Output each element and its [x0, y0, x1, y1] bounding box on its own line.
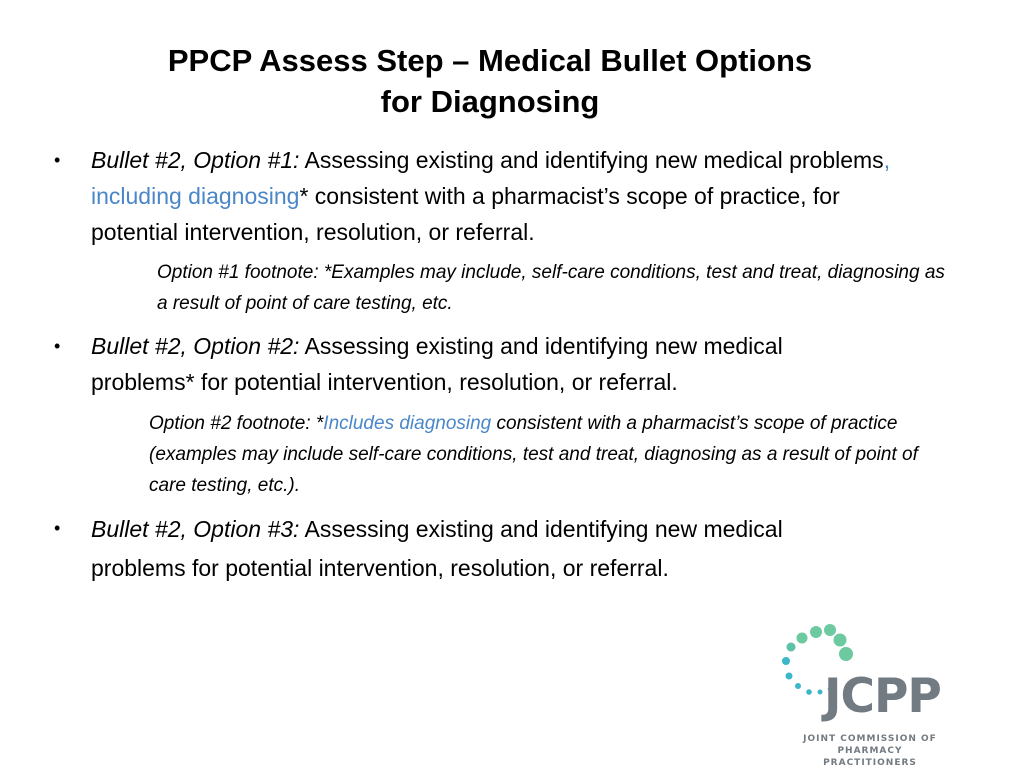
bullet-option-3	[54, 510, 881, 588]
jcpp-logo-subtitle	[790, 733, 950, 769]
footnote-option-1	[157, 257, 957, 319]
bullet-dot: •	[54, 518, 61, 538]
slide-title-line-1: PPCP Assess Step – Medical Bullet Options	[167, 43, 813, 78]
jcpp-logo-subtitle-line-2: PHARMACY PRACTITIONERS	[823, 746, 917, 768]
bullet-text: Assessing existing and identifying new medical problems	[299, 147, 884, 173]
slide-title-line-2: for Diagnosing	[380, 84, 600, 119]
bullet-text: Assessing existing and identifying new medical problems* for potential intervention, resolution, or referral.	[91, 333, 783, 395]
footnote-option-2	[149, 408, 949, 501]
bullet-dot: •	[54, 150, 61, 170]
footnote-text-continued: consistent with a pharmacist’s scope of practice (examples may include self-care conditions, test and treat, diagnosing as a result of point of care testing, etc.).	[149, 413, 918, 496]
footnote-text: Option #2 footnote: *	[149, 413, 324, 434]
footnote-text: Option #1 footnote: *Examples may include, self-care conditions, test and treat, diagnosing as a result of point of care testing, etc.	[157, 262, 945, 314]
slide-title	[100, 40, 880, 122]
bullet-text: Assessing existing and identifying new medical problems for potential intervention, resolution, or referral.	[91, 516, 783, 581]
bullet-text-continued: * consistent with a pharmacist’s scope of practice, for potential intervention, resolution, or referral.	[91, 183, 840, 245]
jcpp-logo-wordmark: JCPP	[824, 669, 941, 724]
bullet-highlight: , including diagnosing	[91, 147, 891, 209]
bullet-label: Bullet #2, Option #2:	[91, 333, 300, 359]
bullet-label: Bullet #2, Option #3:	[91, 516, 300, 542]
footnote-highlight: Includes diagnosing	[323, 413, 492, 434]
bullet-label: Bullet #2, Option #1:	[91, 147, 300, 173]
bullet-option-2	[54, 328, 881, 400]
bullet-option-1	[54, 142, 931, 250]
jcpp-logo-subtitle-line-1: JOINT COMMISSION OF	[803, 734, 937, 744]
bullet-dot: •	[54, 336, 61, 356]
